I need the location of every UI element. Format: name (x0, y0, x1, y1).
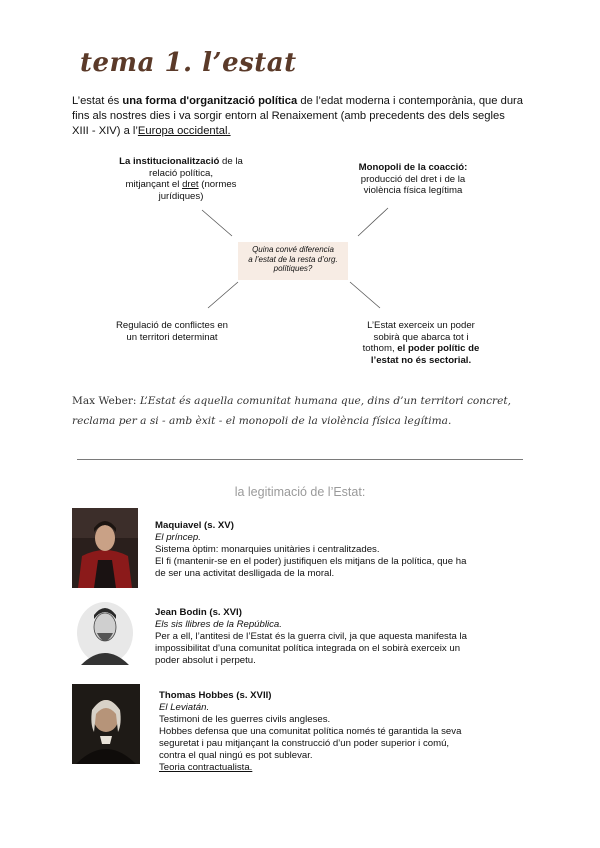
node-tl-bold: La institucionalització (119, 156, 220, 167)
hobbes-l3: seguretat i pau mitjançant la construcció d’un poder superior i comú, (159, 738, 450, 749)
center-l1: Quina convé diferencia (252, 245, 334, 254)
maquiavel-l2: El fi (mantenir-se en el poder) justifiquen els mitjans de la política, que ha (155, 556, 467, 567)
central-question-box (238, 242, 348, 280)
person-maquiavel (155, 520, 485, 580)
section-subtitle: la legitimació de l’Estat: (234, 485, 366, 499)
person-hobbes (159, 690, 489, 774)
node-br-l3a: tothom, (362, 343, 398, 354)
portrait-hobbes (72, 684, 140, 764)
node-tl-l3: jurídiques) (158, 190, 204, 202)
intro-text-1: L’estat és (72, 95, 123, 107)
hobbes-l4: contra el qual ningú es pot sublevar. (159, 750, 313, 761)
name-hobbes: Thomas Hobbes (s. XVII) (159, 690, 272, 701)
bodin-l2: impossibilitat d’una comunitat política integrada on el sobirà exerceix un (155, 643, 461, 654)
bodin-l3: poder absolut i perpetu. (155, 655, 256, 666)
node-br-l3b: el poder polític de (397, 343, 480, 354)
node-tl-l2u: dret (182, 179, 199, 190)
person-bodin (155, 607, 485, 667)
name-maquiavel: Maquiavel (s. XV) (155, 520, 234, 531)
node-br-l4: l’estat no és sectorial. (370, 354, 472, 366)
node-bl-l2: un territori determinat (126, 331, 218, 343)
concept-diagram (0, 150, 600, 370)
work-maquiavel: El príncep. (155, 532, 201, 543)
hobbes-theory-link[interactable]: Teoria contractualista. (159, 762, 253, 773)
portrait-maquiavel (72, 508, 138, 588)
node-br-l1: L’Estat exerceix un poder (367, 320, 475, 331)
node-bl-l1: Regulació de conflictes en (116, 320, 228, 331)
center-l2: a l’estat de la resta d’org. (248, 254, 338, 264)
weber-quote (72, 391, 532, 431)
bodin-l1: Per a ell, l’antitesi de l’Estat és la guerra civil, ja que aquesta manifesta la (155, 631, 467, 642)
connector-bottom-left (208, 282, 238, 308)
weber-quote-text: L’Estat és aquella comunitat humana que, dins d’un territori concret, reclama per a si - amb èxit - el monopoli de la violència física legítima. (72, 395, 512, 427)
maquiavel-l1: Sistema òptim: monarquies unitàries i centralitzades. (155, 544, 380, 555)
center-l3: polítiques? (273, 264, 313, 273)
connector-top-right (358, 208, 388, 236)
connector-bottom-right (350, 282, 380, 308)
portrait-bodin (75, 597, 135, 665)
node-tl-l1: de la relació política, (149, 156, 243, 179)
page-title: tema 1. l’estat (80, 48, 297, 78)
node-tr-bold: Monopoli de la coacció: (358, 162, 468, 173)
node-conflict-regulation (108, 320, 236, 343)
work-hobbes: El Leviatán. (159, 702, 210, 713)
name-bodin: Jean Bodin (s. XVI) (155, 607, 242, 618)
maquiavel-l3: de ser una activitat deslligada de la moral. (155, 568, 335, 579)
node-monopoly (348, 162, 478, 197)
work-bodin: Els sis llibres de la República. (155, 619, 282, 630)
node-institutionalization (112, 156, 250, 202)
node-tr-l1: producció del dret i de la (360, 173, 466, 185)
node-tl-l2a: mitjançant el (125, 179, 183, 190)
intro-paragraph (72, 94, 524, 139)
node-br-l2: sobirà que abarca tot i (373, 331, 469, 343)
node-tl-l2b: (normes (198, 179, 237, 190)
weber-author: Max Weber: (72, 395, 140, 407)
intro-link-europe[interactable]: Europa occidental. (137, 125, 231, 137)
node-tr-l2: violència física legítima (363, 185, 463, 196)
hobbes-l2: Hobbes defensa que una comunitat política només té garantida la seva (159, 726, 462, 737)
connector-top-left (202, 210, 232, 236)
intro-bold: una forma d'organització política (122, 95, 298, 107)
hobbes-l1: Testimoni de les guerres civils angleses. (159, 714, 331, 725)
node-sovereign-power (356, 320, 486, 366)
section-divider (77, 459, 523, 460)
intro-text-2: de l’edat moderna i contemporània, que dura fins als nostres dies i va sorgir entorn al Renaixement (amb precedents des dels segles XIII - XIV) a l’ (72, 95, 523, 137)
